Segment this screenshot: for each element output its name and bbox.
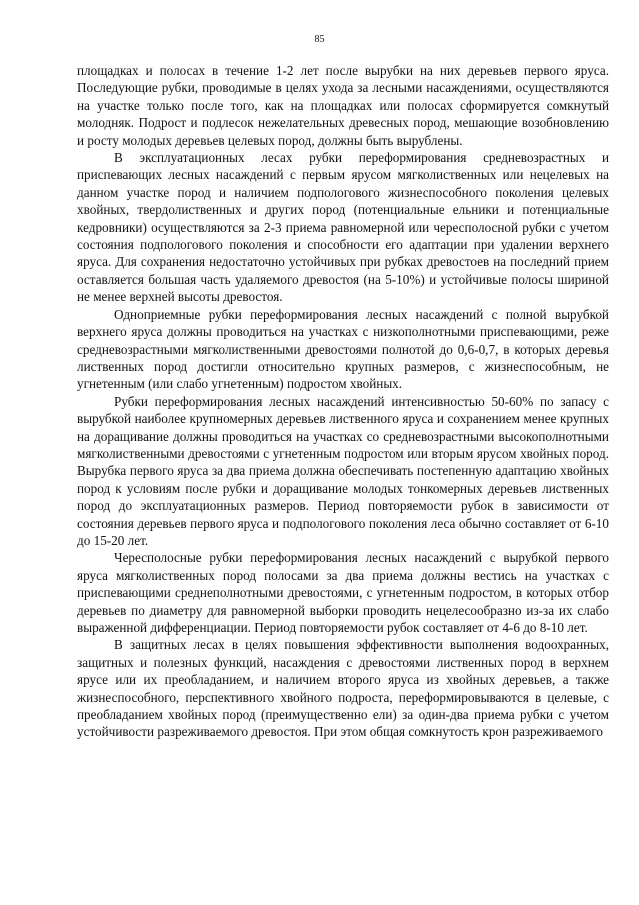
body-text [77, 62, 609, 741]
paragraph-4: Рубки переформирования лесных насаждений интенсивностью 50-60% по запасу с вырубкой наиболее крупномерных деревьев лиственного яруса и сохранением менее крупных на доращивание должны проводиться на участках со средневозрастными высокополнотными мягколиственными древостоями с угнетенным подростом или вторым ярусом хвойных пород. Вырубка первого яруса за два приема должна обеспечивать постепенную адаптацию хвойных пород к условиям после рубки и доращивание молодых тонкомерных деревьев лиственных пород до эксплуатационных размеров. Период повторяемости рубок в зависимости от состояния деревьев первого яруса и подпологового поколения леса обычно составляет от 6-10 до 15-20 лет. [77, 393, 609, 548]
paragraph-3: Одноприемные рубки переформирования лесных насаждений с полной вырубкой верхнего яруса должны проводиться на участках с низкополнотными приспевающими, реже средневозрастными мягколиственными древостоями полнотой до 0,6-0,7, в которых деревья лиственных пород достигли относительно крупных размеров, с жизнеспособным, не угнетенным (или слабо угнетенным) подростом хвойных. [77, 306, 609, 392]
paragraph-2: В эксплуатационных лесах рубки переформирования средневозрастных и приспевающих лесных насаждений с первым ярусом мягколиственных или нецелевых на данном участке пород и наличием подпологового жизнеспособного поколения целевых хвойных, твердолиственных и других пород (потенциальные ельники и потенциальные кедровники) осуществляются за 2-3 приема равномерной или чересполосной рубки с учетом состояния подпологового поколения и способности его адаптации при удалении верхнего яруса. Для сохранения недостаточно устойчивых при рубках древостоев на последний прием оставляется большая часть удаляемого древостоя (на 5-10%) и устойчивые полосы шириной не менее верхней высоты древостоя. [77, 150, 609, 305]
page-number: 85 [314, 34, 325, 45]
paragraph-1: площадках и полосах в течение 1-2 лет после вырубки на них деревьев первого яруса. Последующие рубки, проводимые в целях ухода за лесными насаждениями, осуществляются на участке только после того, как на площадках или полосах сформируется сомкнутый молодняк. Подрост и подлесок нежелательных древесных пород, мешающие возобновлению и росту молодых деревьев целевых пород, должны быть вырублены. [77, 63, 609, 148]
paragraph-5: Чересполосные рубки переформирования лесных насаждений с вырубкой первого яруса мягколиственных пород полосами за два приема должны вестись на участках с приспевающими среднеполнотными древостоями, с угнетенным подростом, в которых отбор деревьев по диаметру для равномерной выборки проводить нецелесообразно из-за их слабо выраженной дифференциации. Период повторяемости рубок составляет от 4-6 до 8-10 лет. [77, 550, 609, 635]
paragraph-6: В защитных лесах в целях повышения эффективности выполнения водоохранных, защитных и полезных функций, насаждения с древостоями лиственных пород в верхнем ярусе или их преобладанием, и наличием второго яруса из хвойных деревьев, а также жизнеспособного, перспективного хвойного подроста, переформировываются в целевые, с преобладанием хвойных пород (преимущественно ели) за один-два приема рубки с учетом устойчивости разреживаемого древостоя. При этом общая сомкнутость крон разреживаемого [77, 637, 609, 740]
